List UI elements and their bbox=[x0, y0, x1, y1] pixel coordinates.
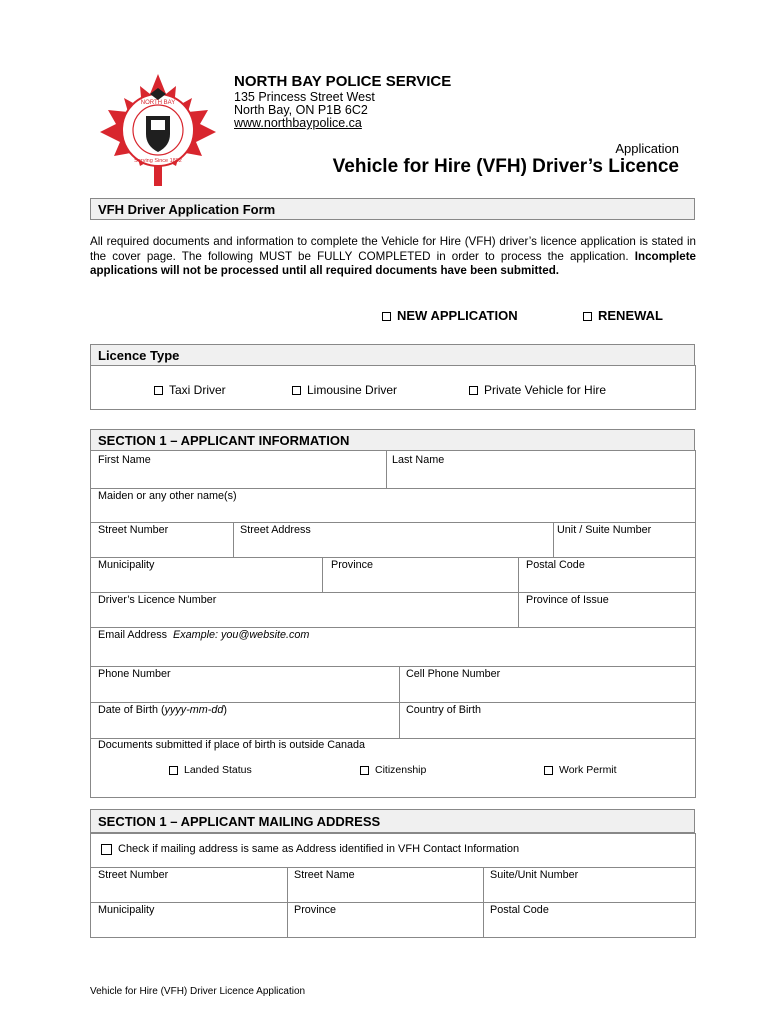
email-field[interactable] bbox=[98, 629, 309, 641]
landed-status-option[interactable] bbox=[169, 764, 252, 776]
taxi-checkbox[interactable] bbox=[154, 386, 163, 395]
province-of-issue-field[interactable]: Province of Issue bbox=[526, 594, 609, 606]
phone-field[interactable]: Phone Number bbox=[98, 668, 171, 680]
work-permit-label: Work Permit bbox=[559, 764, 617, 776]
email-label: Email Address bbox=[98, 629, 168, 641]
work-permit-checkbox[interactable] bbox=[544, 766, 553, 775]
website-link[interactable]: www.northbaypolice.ca bbox=[234, 116, 362, 130]
mailing-municipality-field[interactable]: Municipality bbox=[98, 904, 155, 916]
licence-option-private[interactable] bbox=[469, 383, 606, 397]
landed-status-label: Landed Status bbox=[184, 764, 252, 776]
last-name-field[interactable]: Last Name bbox=[392, 454, 445, 466]
same-address-option[interactable] bbox=[101, 843, 519, 855]
private-vehicle-label: Private Vehicle for Hire bbox=[484, 383, 607, 397]
intro-bold-text: Incomplete applications will not be processed until all required documents have been submitted. bbox=[90, 249, 696, 278]
mailing-unit-field[interactable]: Suite/Unit Number bbox=[490, 869, 579, 881]
page-footer: Vehicle for Hire (VFH) Driver Licence Application bbox=[90, 986, 306, 997]
same-address-label: Check if mailing address is same as Address identified in VFH Contact Information bbox=[118, 843, 520, 855]
private-vehicle-checkbox[interactable] bbox=[469, 386, 478, 395]
mailing-street-name-field[interactable]: Street Name bbox=[294, 869, 355, 881]
same-address-checkbox[interactable] bbox=[101, 844, 112, 855]
licence-type-heading: Licence Type bbox=[90, 344, 695, 366]
limousine-label: Limousine Driver bbox=[307, 383, 398, 397]
street-address-field[interactable]: Street Address bbox=[240, 524, 311, 536]
mailing-street-number-field[interactable]: Street Number bbox=[98, 869, 169, 881]
new-application-option[interactable] bbox=[382, 308, 518, 323]
new-application-checkbox[interactable] bbox=[382, 312, 391, 321]
dob-label-end: ) bbox=[223, 704, 228, 716]
renewal-option[interactable] bbox=[583, 308, 663, 323]
address-line-2: North Bay, ON P1B 6C2 bbox=[234, 103, 368, 117]
citizenship-label: Citizenship bbox=[375, 764, 427, 776]
citizenship-checkbox[interactable] bbox=[360, 766, 369, 775]
postal-code-field[interactable]: Postal Code bbox=[526, 559, 585, 571]
svg-text:NORTH BAY: NORTH BAY bbox=[140, 100, 176, 106]
renewal-label: RENEWAL bbox=[598, 308, 663, 323]
unit-number-field[interactable]: Unit / Suite Number bbox=[557, 524, 652, 536]
dob-label: Date of Birth ( bbox=[98, 704, 165, 716]
documents-label: Documents submitted if place of birth is outside Canada bbox=[98, 739, 366, 751]
org-name: NORTH BAY POLICE SERVICE bbox=[234, 73, 452, 90]
section1-heading: SECTION 1 – APPLICANT INFORMATION bbox=[90, 429, 695, 451]
cell-phone-field[interactable]: Cell Phone Number bbox=[406, 668, 501, 680]
licence-option-taxi[interactable] bbox=[154, 383, 226, 397]
drivers-licence-field[interactable]: Driver’s Licence Number bbox=[98, 594, 217, 606]
limousine-checkbox[interactable] bbox=[292, 386, 301, 395]
date-of-birth-field[interactable] bbox=[98, 704, 227, 716]
new-application-label: NEW APPLICATION bbox=[397, 308, 518, 323]
form-heading: VFH Driver Application Form bbox=[90, 198, 695, 220]
mailing-postal-code-field[interactable]: Postal Code bbox=[490, 904, 549, 916]
mailing-heading: SECTION 1 – APPLICANT MAILING ADDRESS bbox=[90, 809, 695, 833]
intro-paragraph bbox=[90, 235, 696, 279]
mailing-province-field[interactable]: Province bbox=[294, 904, 337, 916]
street-number-field[interactable]: Street Number bbox=[98, 524, 169, 536]
province-field[interactable]: Province bbox=[331, 559, 374, 571]
first-name-field[interactable]: First Name bbox=[98, 454, 151, 466]
police-crest-logo bbox=[96, 72, 220, 188]
work-permit-option[interactable] bbox=[544, 764, 617, 776]
svg-text:Serving Since 1882: Serving Since 1882 bbox=[134, 158, 182, 164]
citizenship-option[interactable] bbox=[360, 764, 426, 776]
country-of-birth-field[interactable]: Country of Birth bbox=[406, 704, 482, 716]
address-line-1: 135 Princess Street West bbox=[234, 90, 375, 104]
dob-format: yyyy-mm-dd bbox=[164, 704, 224, 716]
municipality-field[interactable]: Municipality bbox=[98, 559, 155, 571]
application-label: Application bbox=[615, 141, 679, 156]
licence-option-limousine[interactable] bbox=[292, 383, 397, 397]
taxi-label: Taxi Driver bbox=[169, 383, 226, 397]
intro-text: All required documents and information to complete the Vehicle for Hire (VFH) driver’s licence application is stated in the cover page. The following MUST be FULLY COMPLETED in order to process the application. bbox=[90, 235, 696, 263]
landed-status-checkbox[interactable] bbox=[169, 766, 178, 775]
renewal-checkbox[interactable] bbox=[583, 312, 592, 321]
document-title: Vehicle for Hire (VFH) Driver’s Licence bbox=[332, 156, 679, 177]
maiden-name-field[interactable]: Maiden or any other name(s) bbox=[98, 490, 237, 502]
email-example: Example: you@website.com bbox=[173, 629, 310, 641]
